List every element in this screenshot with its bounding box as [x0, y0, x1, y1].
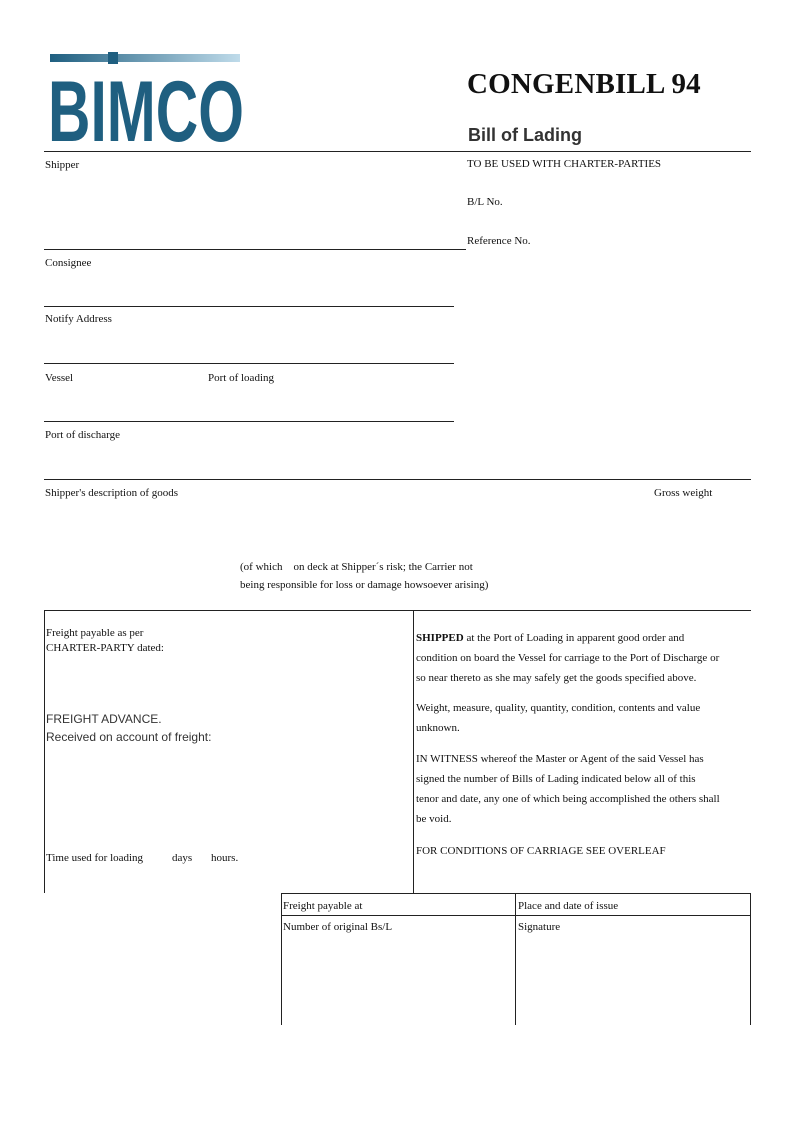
vessel-label[interactable]: Vessel: [45, 372, 74, 384]
witness-line3: tenor and date, any one of which being accomplished the others shall: [416, 793, 720, 805]
issue-table-right-border: [750, 893, 751, 1025]
shipped-line1: at the Port of Loading in apparent good order and: [463, 632, 685, 644]
days-label: days: [172, 852, 193, 864]
freight-advance: [46, 710, 211, 746]
witness-clause: [416, 749, 756, 829]
port-of-discharge-label[interactable]: Port of discharge: [45, 429, 120, 441]
shipper-label[interactable]: Shipper: [45, 159, 80, 171]
deck-note-line2: being responsible for loss or damage howsoever arising): [240, 579, 489, 591]
document-title: CONGENBILL 94: [467, 68, 701, 100]
issue-table-top-rule: [281, 893, 751, 894]
freight-advance-line2: Received on account of freight:: [46, 730, 212, 744]
logo-text: BIMCO: [48, 64, 244, 160]
freight-block-top-rule: [44, 610, 751, 611]
document-subtitle: Bill of Lading: [468, 125, 582, 145]
witness-line4: be void.: [416, 813, 452, 825]
freight-block-center-divider: [413, 610, 414, 893]
issue-table-row-rule: [281, 915, 751, 916]
weight-clause: [416, 698, 756, 738]
port-of-loading-label[interactable]: Port of loading: [208, 372, 274, 384]
consignee-divider: [44, 306, 454, 307]
issue-table-center-divider: [515, 893, 516, 1025]
goods-description-label[interactable]: Shipper's description of goods: [45, 487, 179, 499]
place-date-issue-label[interactable]: Place and date of issue: [518, 900, 619, 912]
discharge-divider: [44, 479, 751, 480]
deck-note-line1: (of which on deck at Shipper´s risk; the Carrier not: [240, 561, 473, 573]
issue-table-left-border: [281, 893, 282, 1025]
freight-block-left-border: [44, 610, 45, 893]
shipped-clause: [416, 628, 756, 688]
signature-label[interactable]: Signature: [518, 921, 561, 933]
logo-swoosh: [50, 54, 240, 62]
weight-line2: unknown.: [416, 722, 460, 734]
freight-payable-as-per: [46, 626, 164, 656]
vessel-divider: [44, 421, 454, 422]
consignee-label[interactable]: Consignee: [45, 257, 92, 269]
freight-payable-line1: Freight payable as per: [46, 627, 144, 639]
witness-line1: IN WITNESS whereof the Master or Agent of the said Vessel has: [416, 753, 704, 765]
freight-payable-at-label[interactable]: Freight payable at: [283, 900, 363, 912]
weight-line1: Weight, measure, quality, quantity, condition, contents and value: [416, 702, 701, 714]
conditions-note: FOR CONDITIONS OF CARRIAGE SEE OVERLEAF: [416, 845, 666, 857]
freight-payable-line2: CHARTER-PARTY dated:: [46, 642, 164, 654]
notify-address-label[interactable]: Notify Address: [45, 313, 112, 325]
number-originals-label[interactable]: Number of original Bs/L: [283, 921, 393, 933]
witness-line2: signed the number of Bills of Lading indicated below all of this: [416, 773, 696, 785]
bimco-logo: [48, 48, 248, 160]
reference-no-label[interactable]: Reference No.: [467, 235, 531, 247]
time-used-loading-label[interactable]: Time used for loading: [46, 852, 144, 864]
freight-advance-line1: FREIGHT ADVANCE.: [46, 712, 162, 726]
header-rule: [44, 151, 751, 152]
shipped-bold: SHIPPED: [416, 632, 464, 644]
usage-note: TO BE USED WITH CHARTER-PARTIES: [467, 158, 662, 170]
shipped-line3: so near thereto as she may safely get the goods specified above.: [416, 672, 697, 684]
shipped-line2: condition on board the Vessel for carriage to the Port of Discharge or: [416, 652, 720, 664]
shipper-divider: [44, 249, 466, 250]
bl-no-label[interactable]: B/L No.: [467, 196, 503, 208]
notify-divider: [44, 363, 454, 364]
hours-label: hours.: [211, 852, 239, 864]
gross-weight-label[interactable]: Gross weight: [654, 487, 713, 499]
